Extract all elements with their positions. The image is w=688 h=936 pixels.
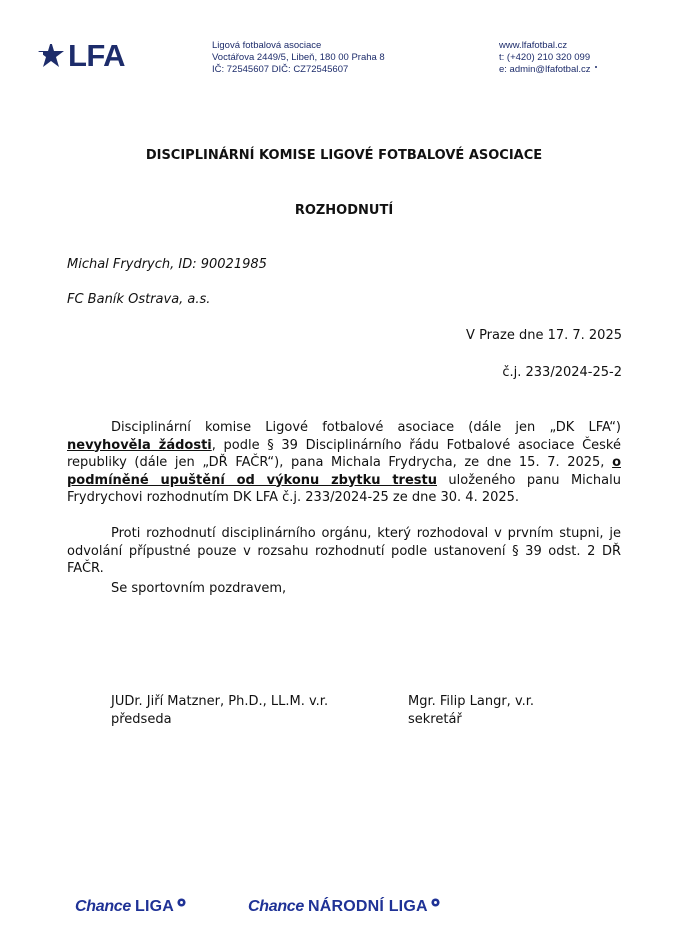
chance-liga-league: LIGA: [135, 898, 175, 915]
document-title: DISCIPLINÁRNÍ KOMISE LIGOVÉ FOTBALOVÉ ASOCIACE: [145, 148, 543, 163]
signature-secretary: [408, 693, 534, 728]
addressee-club: FC Baník Ostrava, a.s.: [67, 292, 211, 307]
p1-text-c: uloženého panu Michalu Frydrychovi rozhodnutím DK LFA č.j. 233/2024-25 ze dne 30. 4. 2025.: [67, 472, 621, 505]
greeting: Se sportovním pozdravem,: [111, 581, 287, 596]
header-dot: [595, 66, 597, 68]
date-line: V Praze dne 17. 7. 2025: [466, 328, 622, 343]
lfa-logo: [36, 36, 146, 76]
website-link[interactable]: www.lfafotbal.cz: [499, 40, 568, 51]
org-ids: IČ: 72545607 DIČ: CZ72545607: [212, 64, 349, 75]
email-link[interactable]: e: admin@lfafotbal.cz: [499, 64, 591, 75]
p1-bold-subject: o podmíněné upuštění od výkonu zbytku trestu: [67, 455, 621, 488]
p1-bold-rejected: nevyhověla žádosti: [67, 437, 212, 453]
header-contact-block: [499, 40, 591, 76]
decision-paragraph: [67, 419, 621, 507]
lfa-star-icon: [36, 39, 66, 73]
org-name: Ligová fotbalová asociace: [212, 40, 322, 51]
football-icon: [431, 898, 440, 907]
reference-number: č.j. 233/2024-25-2: [502, 365, 622, 380]
chance-narodni-liga-logo: [248, 898, 440, 916]
secretary-role: sekretář: [408, 711, 462, 727]
chance-liga-brand: Chance: [75, 898, 131, 915]
football-icon: [177, 898, 186, 907]
chance-liga-logo: [75, 898, 186, 916]
logo-text: LFA: [68, 38, 126, 73]
p1-text-a: Disciplinární komise Ligové fotbalové asociace (dále jen „DK LFA“): [111, 420, 621, 435]
document-subtitle: ROZHODNUTÍ: [294, 203, 394, 218]
phone-number: t: (+420) 210 320 099: [499, 52, 591, 63]
secretary-name: Mgr. Filip Langr, v.r.: [408, 694, 535, 709]
p1-text-b: , podle § 39 Disciplinárního řádu Fotbalové asociace České republiky (dále jen „DŘ FAČR“), pana Michala Frydrycha, ze dne 15. 7. 2025,: [67, 437, 621, 470]
signature-chair: [111, 693, 328, 728]
org-address: Voctářova 2449/5, Libeň, 180 00 Praha 8: [212, 52, 385, 63]
chance-nl-league: NÁRODNÍ LIGA: [308, 898, 428, 915]
addressee-person: Michal Frydrych, ID: 90021985: [67, 257, 267, 272]
chance-nl-brand: Chance: [248, 898, 304, 915]
chair-role: předseda: [111, 711, 172, 727]
appeal-paragraph: Proti rozhodnutí disciplinárního orgánu, který rozhodoval v prvním stupni, je odvolání přípustné pouze v rozsahu rozhodnutí podle ustanovení § 39 odst. 2 DŘ FAČR.: [67, 526, 621, 576]
chair-name: JUDr. Jiří Matzner, Ph.D., LL.M. v.r.: [111, 694, 329, 709]
header-org-block: [212, 40, 385, 76]
